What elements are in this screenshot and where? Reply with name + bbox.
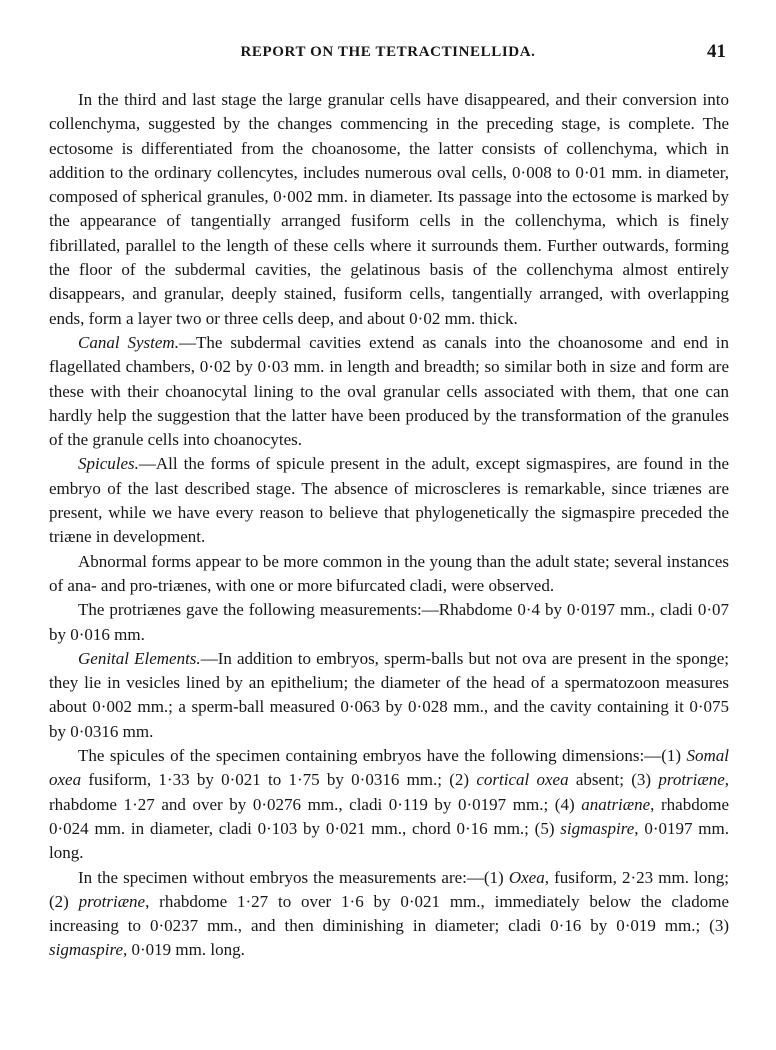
term-oxea: Oxea (508, 867, 545, 887)
paragraph-text: absent; (3) (568, 770, 659, 790)
paragraph-third-stage (49, 88, 729, 331)
paragraph-abnormal-forms (49, 550, 729, 599)
paragraph-text: , rhabdome 0·024 mm. in diameter, cladi 0·103 by 0·021 mm., chord 0·16 mm.; (5) (49, 794, 729, 838)
paragraph-protriaene-measurements (49, 598, 729, 647)
term-anatriaene: anatriæne (581, 794, 651, 814)
paragraph-text: In the specimen without embryos the measurements are:—(1) (78, 867, 509, 887)
paragraph-text: —In addition to embryos, sperm-balls but not ova are present in the sponge; they lie in vesicles lined by an epithelium; the diameter of the head of a spermatozoon measures about 0·002 mm.; a sperm-ball measured 0·063 by 0·028 mm., and the cavity containing it 0·075 by 0·0316 mm. (49, 648, 730, 741)
paragraph-text: In the third and last stage the large granular cells have disappeared, and their conversion into collenchyma, suggested by the changes commencing in the preceding stage, is complete. The ectosome is differentiated from the choanosome, the latter consists of collenchyma, which in addition to the ordinary collencytes, includes numerous oval cells, 0·008 to 0·01 mm. in diameter, composed of spherical granules, 0·002 mm. in diameter. Its passage into the ectosome is marked by the appearance of tangentially arranged fusiform cells in the collenchyma, which is finely fibrillated, parallel to the length of these cells where it surrounds them. Further outwards, forming the floor of the subdermal cavities, the gelatinous basis of the collenchyma almost entirely disappears, and granular, deeply stained, fusiform cells, tangentially arranged, with overlapping ends, form a layer two or three cells deep, and about 0·02 mm. thick. (49, 90, 729, 328)
paragraph-text: , 0·019 mm. long. (123, 940, 245, 960)
body-text (49, 88, 729, 963)
term-protriaene: protriæne (78, 891, 146, 911)
page-number: 41 (707, 41, 726, 62)
paragraph-text: Abnormal forms appear to be more common in the young than the adult state; several instances of ana- and pro-triænes, with one or more bifurcated cladi, were observed. (49, 551, 729, 595)
paragraph-text: , 0·0197 mm. long. (49, 818, 729, 863)
paragraph-spicules-with-embryos (49, 744, 729, 865)
section-heading-genital-elements: Genital Elements. (78, 648, 201, 668)
section-heading-spicules: Spicules. (78, 454, 139, 474)
paragraph-text: , fusiform, 2·23 mm. long; (2) (49, 867, 729, 911)
paragraph-text: —The subdermal cavities extend as canals into the choanosome and end in flagellated chambers, 0·02 by 0·03 mm. in length and breadth; so similar both in size and form are these with their choanocytal lining to the oval granular cells associated with them, that one can hardly help the suggestion that the latter have been produced by the transformation of the granules of the granule cells into choanocytes. (49, 332, 729, 450)
term-somal-oxea: Somal oxea (49, 746, 729, 790)
paragraph-text: The protriænes gave the following measurements:—Rhabdome 0·4 by 0·0197 mm., cladi 0·07 by 0·016 mm. (49, 600, 729, 644)
paragraph-text: fusiform, 1·33 by 0·021 to 1·75 by 0·0316 mm.; (2) (81, 770, 477, 790)
term-protriaene: protriæne (658, 770, 725, 790)
paragraph-spicules (49, 452, 729, 549)
paragraph-text: , rhabdome 1·27 and over by 0·0276 mm., cladi 0·119 by 0·0197 mm.; (4) (49, 770, 730, 814)
paragraph-text: —All the forms of spicule present in the adult, except sigmaspires, are found in the embryo of the last described stage. The absence of microscleres is remarkable, since triænes are present, while we have every reason to believe that phylogenetically the sigmaspire preceded the triæne in development. (49, 454, 729, 547)
page-header (0, 41, 776, 70)
term-sigmaspire: sigmaspire (560, 818, 635, 838)
section-heading-canal-system: Canal System. (78, 332, 179, 352)
paragraph-specimen-without-embryos (49, 866, 729, 963)
paragraph-text: , rhabdome 1·27 to over 1·6 by 0·021 mm., immediately below the cladome increasing to 0·0237 mm., and then diminishing in diameter; cladi 0·16 by 0·019 mm.; (3) (49, 891, 729, 936)
paragraph-canal-system (49, 331, 729, 452)
term-cortical-oxea: cortical oxea (476, 770, 569, 790)
paragraph-text: The spicules of the specimen containing embryos have the following dimensions:—(1) (78, 746, 687, 766)
paragraph-genital-elements (49, 647, 729, 744)
term-sigmaspire: sigmaspire (49, 940, 123, 960)
running-head: REPORT ON THE TETRACTINELLIDA. (240, 44, 536, 60)
